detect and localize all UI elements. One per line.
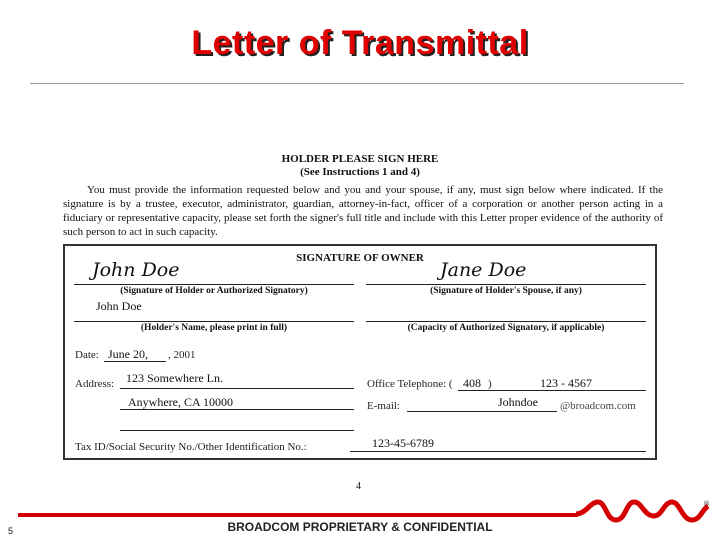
tax-id-label: Tax ID/Social Security No./Other Identification No.: xyxy=(75,441,307,453)
capacity-line[interactable] xyxy=(366,321,646,322)
date-year: , 2001 xyxy=(168,349,196,361)
address-label: Address: xyxy=(75,378,115,390)
registered-mark: ® xyxy=(704,501,710,508)
title-divider xyxy=(30,83,684,84)
holder-name-line xyxy=(74,321,354,322)
holder-name-caption: (Holder's Name, please print in full) xyxy=(140,323,288,333)
tax-id-line xyxy=(350,451,646,452)
date-label: Date: xyxy=(75,349,99,361)
capacity-caption: (Capacity of Authorized Signatory, if applicable) xyxy=(407,323,605,333)
address-line1-value[interactable]: 123 Somewhere Ln. xyxy=(126,371,223,385)
slide-number: 5 xyxy=(8,526,14,536)
section-title: SIGNATURE OF OWNER xyxy=(296,252,424,264)
address-line2 xyxy=(120,409,354,410)
email-line xyxy=(407,411,557,412)
holder-name-value[interactable]: John Doe xyxy=(96,299,142,313)
instructions-paragraph: You must provide the information requested below and you and your spouse, if any, must sign below where indicated. If the signature is by a trustee, executor, administrator, guardian, attorney-in-fact, officer of a corporation or another person acting in a fiduciary or representative capacity, please set forth the signer's full title and include with this Letter proper evidence of the authority of such person to act in such capacity. xyxy=(63,184,663,238)
address-line1 xyxy=(120,388,354,389)
email-user[interactable]: Johndoe xyxy=(498,395,538,409)
email-domain: @broadcom.com xyxy=(560,400,636,412)
phone-label: Office Telephone: ( xyxy=(367,378,453,390)
phone-close-paren: ) xyxy=(488,378,492,390)
address-line3[interactable] xyxy=(120,430,354,431)
holder-signature-caption: (Signature of Holder or Authorized Signatory) xyxy=(120,286,308,296)
date-value[interactable]: June 20, xyxy=(108,347,148,361)
holder-signature-line xyxy=(74,284,354,285)
spouse-signature-line xyxy=(366,284,646,285)
spouse-signature-caption: (Signature of Holder's Spouse, if any) xyxy=(430,286,582,296)
tax-id-value[interactable]: 123-45-6789 xyxy=(372,436,434,450)
document-page-number: 4 xyxy=(356,481,361,492)
phone-number[interactable]: 123 - 4567 xyxy=(540,376,592,390)
document-heading: HOLDER PLEASE SIGN HERE xyxy=(281,153,439,165)
footer-text: BROADCOM PROPRIETARY & CONFIDENTIAL xyxy=(227,520,493,534)
slide-title: Letter of Transmittal xyxy=(191,24,529,62)
document-subheading: (See Instructions 1 and 4) xyxy=(300,166,420,178)
phone-area-code[interactable]: 408 xyxy=(463,376,481,390)
holder-signature: John Doe xyxy=(92,259,180,281)
email-label: E-mail: xyxy=(367,400,400,412)
footer-rule xyxy=(18,513,578,517)
spouse-signature: Jane Doe xyxy=(440,259,527,281)
address-line2-value[interactable]: Anywhere, CA 10000 xyxy=(128,395,233,409)
date-line xyxy=(104,361,166,362)
